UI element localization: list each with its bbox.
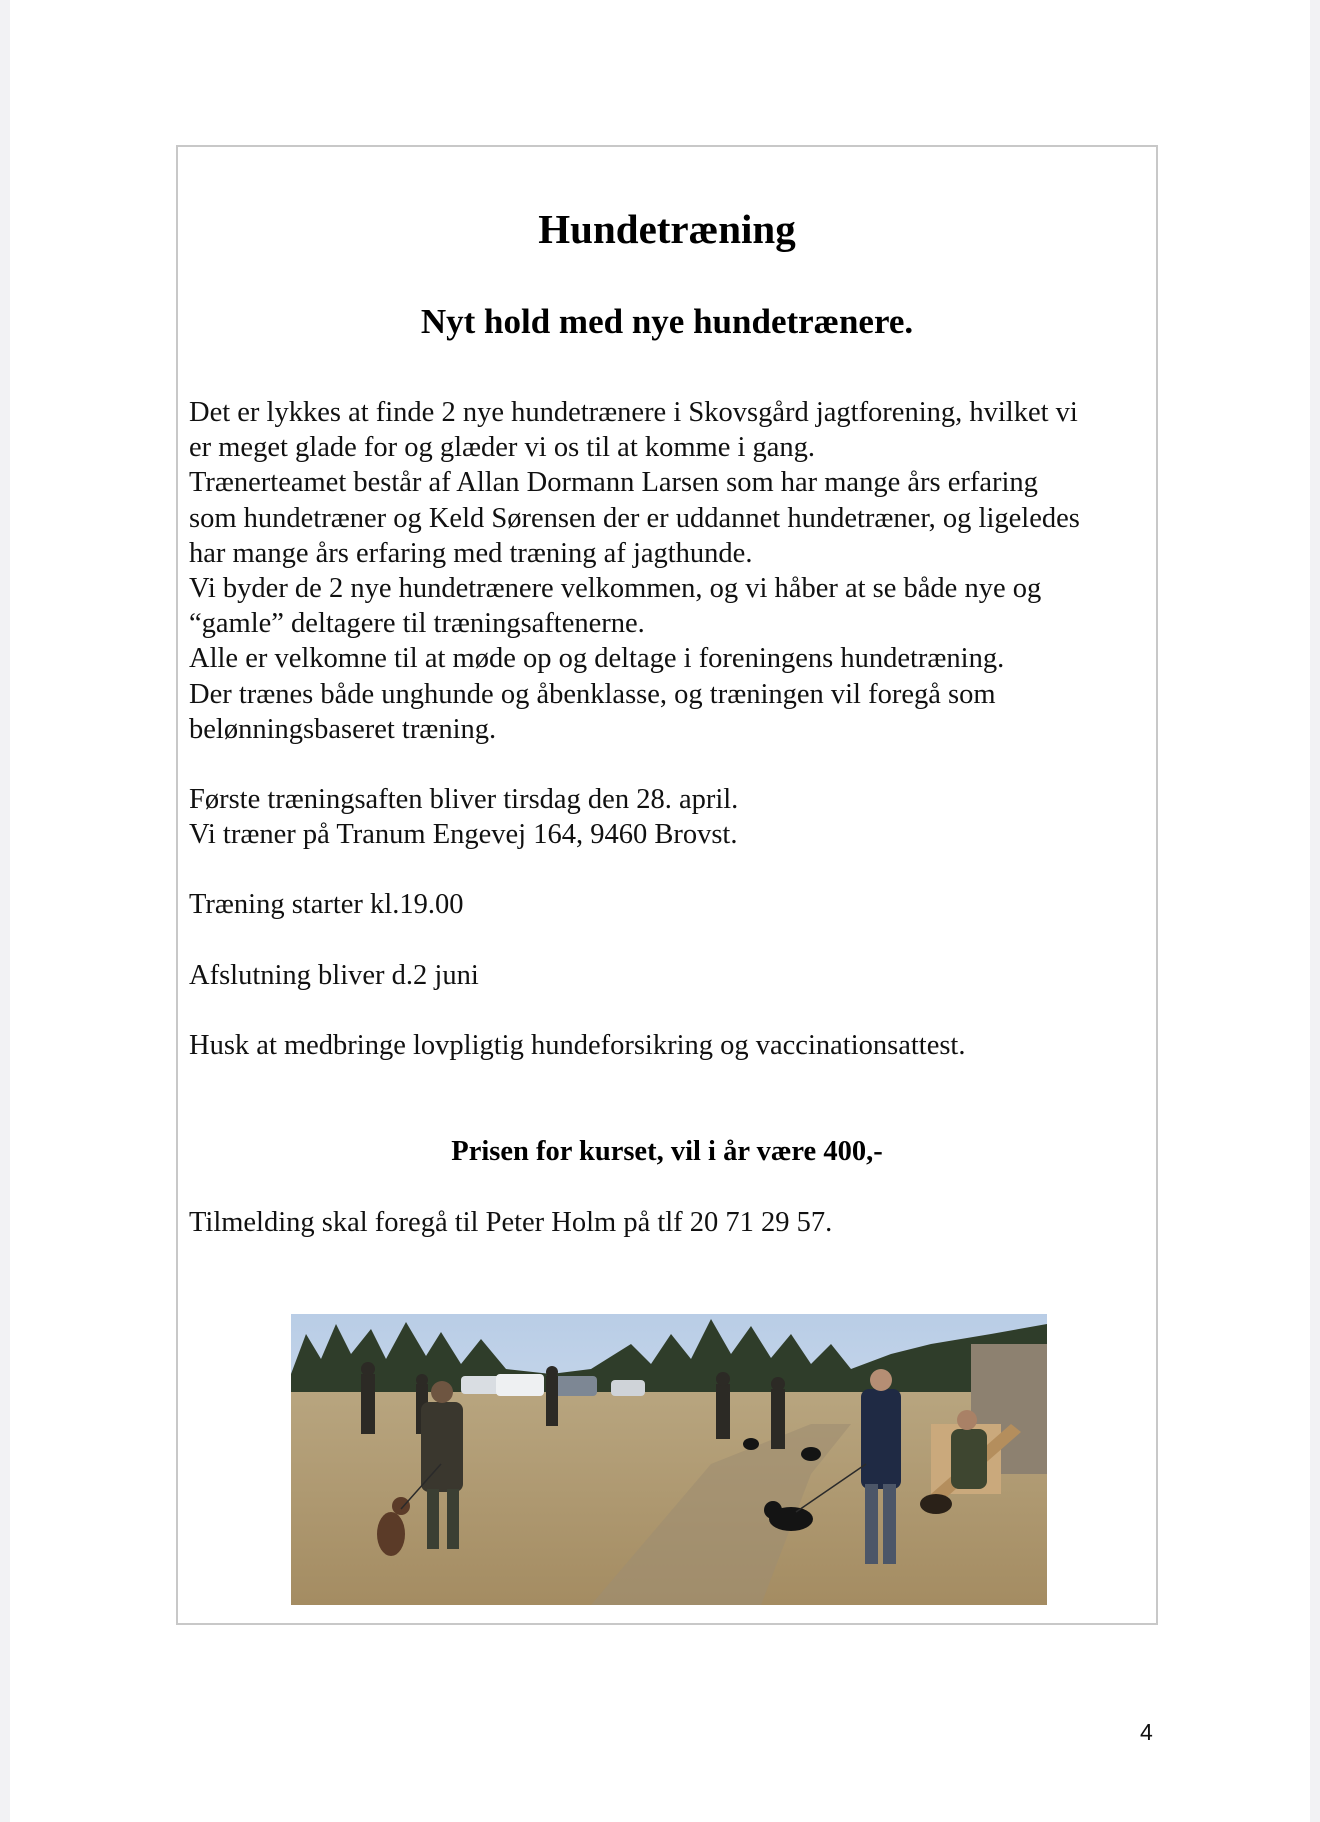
document-page (10, 0, 1310, 1822)
paragraph-line: Trænerteamet består af Allan Dormann Larsen som har mange års erfaring (189, 467, 1038, 499)
paragraph-line: har mange års erfaring med træning af jagthunde. (189, 537, 753, 569)
paragraph-line: Alle er velkomne til at møde op og deltage i foreningens hundetræning. (189, 643, 1005, 675)
paragraph-line: belønningsbaseret træning. (189, 713, 497, 745)
location-text: Vi træner på Tranum Engevej 164, 9460 Brovst. (189, 819, 738, 851)
price-text: Prisen for kurset, vil i år være 400,- (451, 1136, 883, 1167)
reminder-text: Husk at medbringe lovpligtig hundeforsikring og vaccinationsattest. (189, 1029, 966, 1061)
content-frame (176, 145, 1158, 1625)
dog-training-photo (291, 1314, 1047, 1605)
paragraph-line: Vi byder de 2 nye hundetrænere velkommen, og vi håber at se både nye og (189, 573, 1042, 605)
paragraph-line: er meget glade for og glæder vi os til at komme i gang. (189, 432, 816, 464)
paragraph-line: Det er lykkes at finde 2 nye hundetrænere i Skovsgård jagtforening, hvilket vi (189, 397, 1078, 428)
article-body (189, 395, 1148, 1063)
signup-text: Tilmelding skal foregå til Peter Holm på tlf 20 71 29 57. (189, 1207, 833, 1238)
closing-text: Afslutning bliver d.2 juni (189, 959, 479, 991)
page-subtitle: Nyt hold med nye hundetrænere. (420, 302, 914, 341)
page-number: 4 (1140, 1719, 1153, 1745)
paragraph-line: som hundetræner og Keld Sørensen der er uddannet hundetræner, og ligeledes (189, 502, 1080, 534)
page-title: Hundetræning (538, 206, 796, 252)
first-evening-text: Første træningsaften bliver tirsdag den 28. april. (189, 784, 739, 816)
paragraph-line: Der trænes både unghunde og åbenklasse, og træningen vil foregå som (189, 678, 996, 710)
start-time-text: Træning starter kl.19.00 (189, 889, 464, 921)
paragraph-line: “gamle” deltagere til træningsaftenerne. (189, 608, 645, 640)
